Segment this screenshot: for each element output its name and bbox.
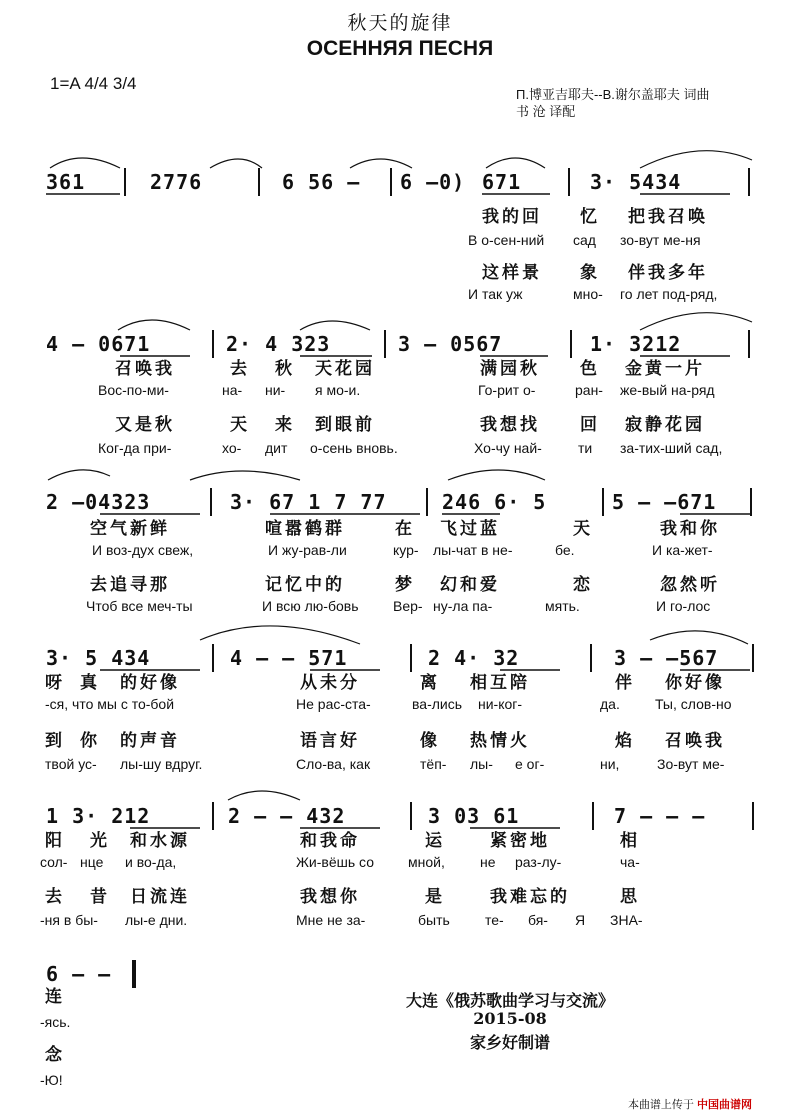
- lyric: бе.: [555, 542, 575, 558]
- barline: [212, 330, 214, 358]
- barline: [212, 644, 214, 672]
- lyric: 召唤我: [115, 359, 175, 379]
- lyric: Чтоб все меч-ты: [86, 598, 193, 614]
- lyric: 像: [420, 731, 440, 751]
- lyric: 又是秋: [115, 415, 175, 435]
- footer-line-3: 家乡好制谱: [469, 1033, 550, 1052]
- lyric: Жи-вёшь со: [296, 854, 374, 870]
- lyric: 的声音: [120, 731, 180, 751]
- lyric: да.: [600, 696, 620, 712]
- barline: [602, 488, 604, 516]
- lyric: Мне не за-: [296, 912, 366, 928]
- lyric: И ка-жет-: [652, 542, 713, 558]
- lyric: 热情火: [470, 731, 530, 751]
- lyric: Вос-по-ми-: [98, 382, 169, 398]
- measure: 246 6· 5: [442, 490, 547, 514]
- final-barline: [132, 960, 136, 988]
- measure: 2 4· 32: [428, 646, 520, 670]
- notes-row: [0, 952, 800, 992]
- lyric: 幻和爱: [440, 575, 500, 595]
- lyric: 你好像: [665, 673, 725, 693]
- measure: 3 – 0567: [398, 332, 503, 356]
- lyric: 相: [620, 831, 640, 851]
- lyric: И жу-рав-ли: [268, 542, 347, 558]
- lyric: Я: [575, 912, 586, 928]
- lyric: те-: [485, 912, 504, 928]
- lyric: 我想找: [480, 415, 540, 435]
- lyric: 在: [395, 519, 415, 539]
- lyric: 和水源: [130, 831, 190, 851]
- lyric: 日流连: [130, 887, 190, 907]
- lyric: -ня в бы-: [40, 912, 98, 928]
- key-time-signature: 1=A 4/4 3/4: [50, 74, 137, 93]
- lyric: не: [480, 854, 496, 870]
- lyric: 满园秋: [480, 359, 540, 379]
- lyric: тёп-: [420, 756, 447, 772]
- barline: [212, 802, 214, 830]
- barline: [410, 644, 412, 672]
- lyric: 飞过蓝: [440, 519, 500, 539]
- lyric: И так уж: [468, 286, 523, 302]
- lyric: 召唤我: [665, 731, 725, 751]
- lyric: 到: [45, 731, 65, 751]
- lyric: на-: [222, 382, 243, 398]
- lyric: 空气新鲜: [90, 519, 170, 539]
- lyric: 紧密地: [490, 831, 550, 851]
- lyric: раз-лу-: [515, 854, 562, 870]
- barline: [750, 488, 752, 516]
- barline: [426, 488, 428, 516]
- lyric: мять.: [545, 598, 580, 614]
- barline: [390, 168, 392, 196]
- measure: 3 03 61: [428, 804, 520, 828]
- barline: [258, 168, 260, 196]
- lyric: сол-: [40, 854, 68, 870]
- lyric: лы-е дни.: [125, 912, 188, 928]
- lyric: 呀: [45, 673, 65, 693]
- barline: [752, 644, 754, 672]
- barline: [210, 488, 212, 516]
- notes-row: [0, 794, 800, 834]
- barline: [590, 644, 592, 672]
- lyric: 天花园: [315, 359, 375, 379]
- lyric: 到眼前: [315, 415, 375, 435]
- barline: [748, 168, 750, 196]
- lyric: ни,: [600, 756, 620, 772]
- lyric: -Ю!: [40, 1072, 63, 1088]
- lyric: Сло-ва, как: [296, 756, 371, 772]
- lyric: 真: [80, 673, 100, 693]
- lyric: 天: [230, 415, 250, 435]
- lyric: Вер-: [393, 598, 423, 614]
- measure: 3 – –567: [614, 646, 719, 670]
- lyric: ти: [578, 440, 593, 456]
- lyric: 去: [45, 887, 65, 907]
- lyric: 从未分: [300, 673, 360, 693]
- barline: [410, 802, 412, 830]
- lyric: 思: [620, 887, 640, 907]
- lyric: 金黄一片: [625, 359, 705, 379]
- lyric: 离: [420, 673, 440, 693]
- lyric: 秋: [275, 359, 295, 379]
- lyric: 梦: [395, 575, 415, 595]
- slur: [190, 471, 300, 480]
- credits: [516, 84, 710, 118]
- lyric: 去: [230, 359, 250, 379]
- lyric: И воз-дух свеж,: [92, 542, 194, 558]
- measure: 2776: [150, 170, 203, 194]
- lyric: зо-вут ме-ня: [620, 232, 701, 248]
- lyric: Зо-вут ме-: [657, 756, 725, 772]
- measure: 671: [482, 170, 522, 194]
- measure: 1 3· 212: [46, 804, 151, 828]
- lyric: ва-лись: [412, 696, 463, 712]
- lyric: 阳: [45, 831, 65, 851]
- measure: 361: [46, 170, 86, 194]
- lyric: 恋: [573, 575, 593, 595]
- lyric: мно-: [573, 286, 603, 302]
- measure: 6 – –: [46, 962, 112, 986]
- measure: 1· 3212: [590, 332, 682, 356]
- measure: 5 – –671: [612, 490, 717, 514]
- barline: [570, 330, 572, 358]
- lyric: ну-ла па-: [433, 598, 493, 614]
- lyric: 喧嚣鹤群: [265, 519, 345, 539]
- lyric: о-сень вновь.: [310, 440, 398, 456]
- lyric: 回: [580, 415, 600, 435]
- lyric: 念: [45, 1045, 65, 1065]
- page-subtitle: ОСЕННЯЯ ПЕСНЯ: [306, 37, 494, 60]
- slur: [448, 470, 545, 480]
- lyric: 和我命: [300, 831, 360, 851]
- lyric: И го-лос: [656, 598, 711, 614]
- lyric: 光: [90, 831, 110, 851]
- lyric: -ясь.: [40, 1014, 71, 1030]
- measure: 3· 67 1 7 77: [230, 490, 387, 514]
- lyric: я мо-и.: [315, 382, 361, 398]
- footer-credits: [360, 988, 660, 1051]
- lyric: 忽然听: [660, 575, 720, 595]
- lyric: кур-: [393, 542, 419, 558]
- lyric: В о-сен-ний: [468, 232, 545, 248]
- lyric: 语言好: [300, 731, 360, 751]
- lyric: 的好像: [120, 673, 180, 693]
- lyric: 连: [45, 987, 65, 1007]
- barline: [384, 330, 386, 358]
- measure: 3· 5434: [590, 170, 682, 194]
- lyric: 记忆中的: [265, 575, 345, 595]
- credits-line-2: 书 沧 译配: [516, 104, 576, 119]
- measure: 7 – – –: [614, 804, 706, 828]
- lyric: мной,: [408, 854, 445, 870]
- lyric: 我难忘的: [490, 887, 570, 907]
- lyric: 相互陪: [470, 673, 530, 693]
- lyric: и во-да,: [125, 854, 177, 870]
- barline: [568, 168, 570, 196]
- lyric: 色: [580, 359, 600, 379]
- lyric: И всю лю-бовь: [262, 598, 359, 614]
- lyric: 伴: [615, 673, 635, 693]
- lyric: е ог-: [515, 756, 545, 772]
- measure: 6 –0): [400, 170, 466, 194]
- lyric: лы-шу вдруг.: [120, 756, 203, 772]
- lyric: же-вый на-ряд: [620, 382, 715, 398]
- lyric: 我想你: [300, 887, 360, 907]
- upload-text: 本曲谱上传于: [627, 1099, 694, 1111]
- lyric: лы-чат в не-: [433, 542, 513, 558]
- lyric: 寂静花园: [625, 415, 705, 435]
- lyric: 忆: [580, 207, 600, 227]
- lyric: 我和你: [660, 519, 720, 539]
- lyric: 运: [425, 831, 445, 851]
- lyric: за-тих-ший сад,: [620, 440, 723, 456]
- lyric: ЗНА-: [610, 912, 643, 928]
- lyric: нце: [80, 854, 104, 870]
- site-logo[interactable]: 中国曲谱网: [697, 1099, 752, 1111]
- lyric: Го-рит о-: [478, 382, 536, 398]
- lyric: Хо-чу най-: [474, 440, 542, 456]
- measure: 2 –04323: [46, 490, 151, 514]
- measure: 6 56 –: [282, 170, 361, 194]
- lyric: 昔: [90, 887, 110, 907]
- lyric: 天: [573, 519, 593, 539]
- footer-line-1: 大连《俄苏歌曲学习与交流》: [405, 991, 614, 1010]
- lyric: Не рас-ста-: [296, 696, 371, 712]
- lyric: го лет под-ряд,: [620, 286, 718, 302]
- lyric: хо-: [222, 440, 242, 456]
- page-title: 秋天的旋律: [347, 12, 453, 34]
- lyric: ни-ког-: [478, 696, 523, 712]
- lyric: бя-: [528, 912, 548, 928]
- footer-line-2: 2015-08: [473, 1009, 547, 1028]
- barline: [748, 330, 750, 358]
- lyric: ран-: [575, 382, 603, 398]
- lyric: 焰: [615, 731, 635, 751]
- measure: 3· 5 434: [46, 646, 151, 670]
- lyric: Ког-да при-: [98, 440, 172, 456]
- lyric: твой ус-: [45, 756, 97, 772]
- lyric: 来: [275, 415, 295, 435]
- lyric: 是: [425, 887, 445, 907]
- barline: [752, 802, 754, 830]
- lyric: ча-: [620, 854, 640, 870]
- measure: 4 – – 571: [230, 646, 348, 670]
- credits-line-1: П.博亚吉耶夫--В.谢尔盖耶夫 词曲: [516, 87, 710, 102]
- lyric: 这样景: [482, 263, 542, 283]
- lyric: 象: [580, 263, 600, 283]
- lyric: 去追寻那: [90, 575, 170, 595]
- lyric: быть: [418, 912, 450, 928]
- lyric: Ты, слов-но: [655, 696, 732, 712]
- measure: 2· 4 323: [226, 332, 331, 356]
- barline: [592, 802, 594, 830]
- lyric: 伴我多年: [628, 263, 708, 283]
- slur: [48, 470, 110, 480]
- barline: [124, 168, 126, 196]
- lyric: лы-: [470, 756, 493, 772]
- upload-note: [628, 1096, 752, 1112]
- lyric: ни-: [265, 382, 286, 398]
- measure: 4 – 0671: [46, 332, 151, 356]
- measure: 2 – – 432: [228, 804, 346, 828]
- lyric: -ся, что мы с то-бой: [45, 696, 175, 712]
- lyric: 我的回: [482, 207, 542, 227]
- lyric: сад: [573, 232, 596, 248]
- lyric: 把我召唤: [628, 207, 708, 227]
- notes-row: [0, 160, 800, 200]
- lyric: 你: [80, 731, 100, 751]
- lyric: дит: [265, 440, 288, 456]
